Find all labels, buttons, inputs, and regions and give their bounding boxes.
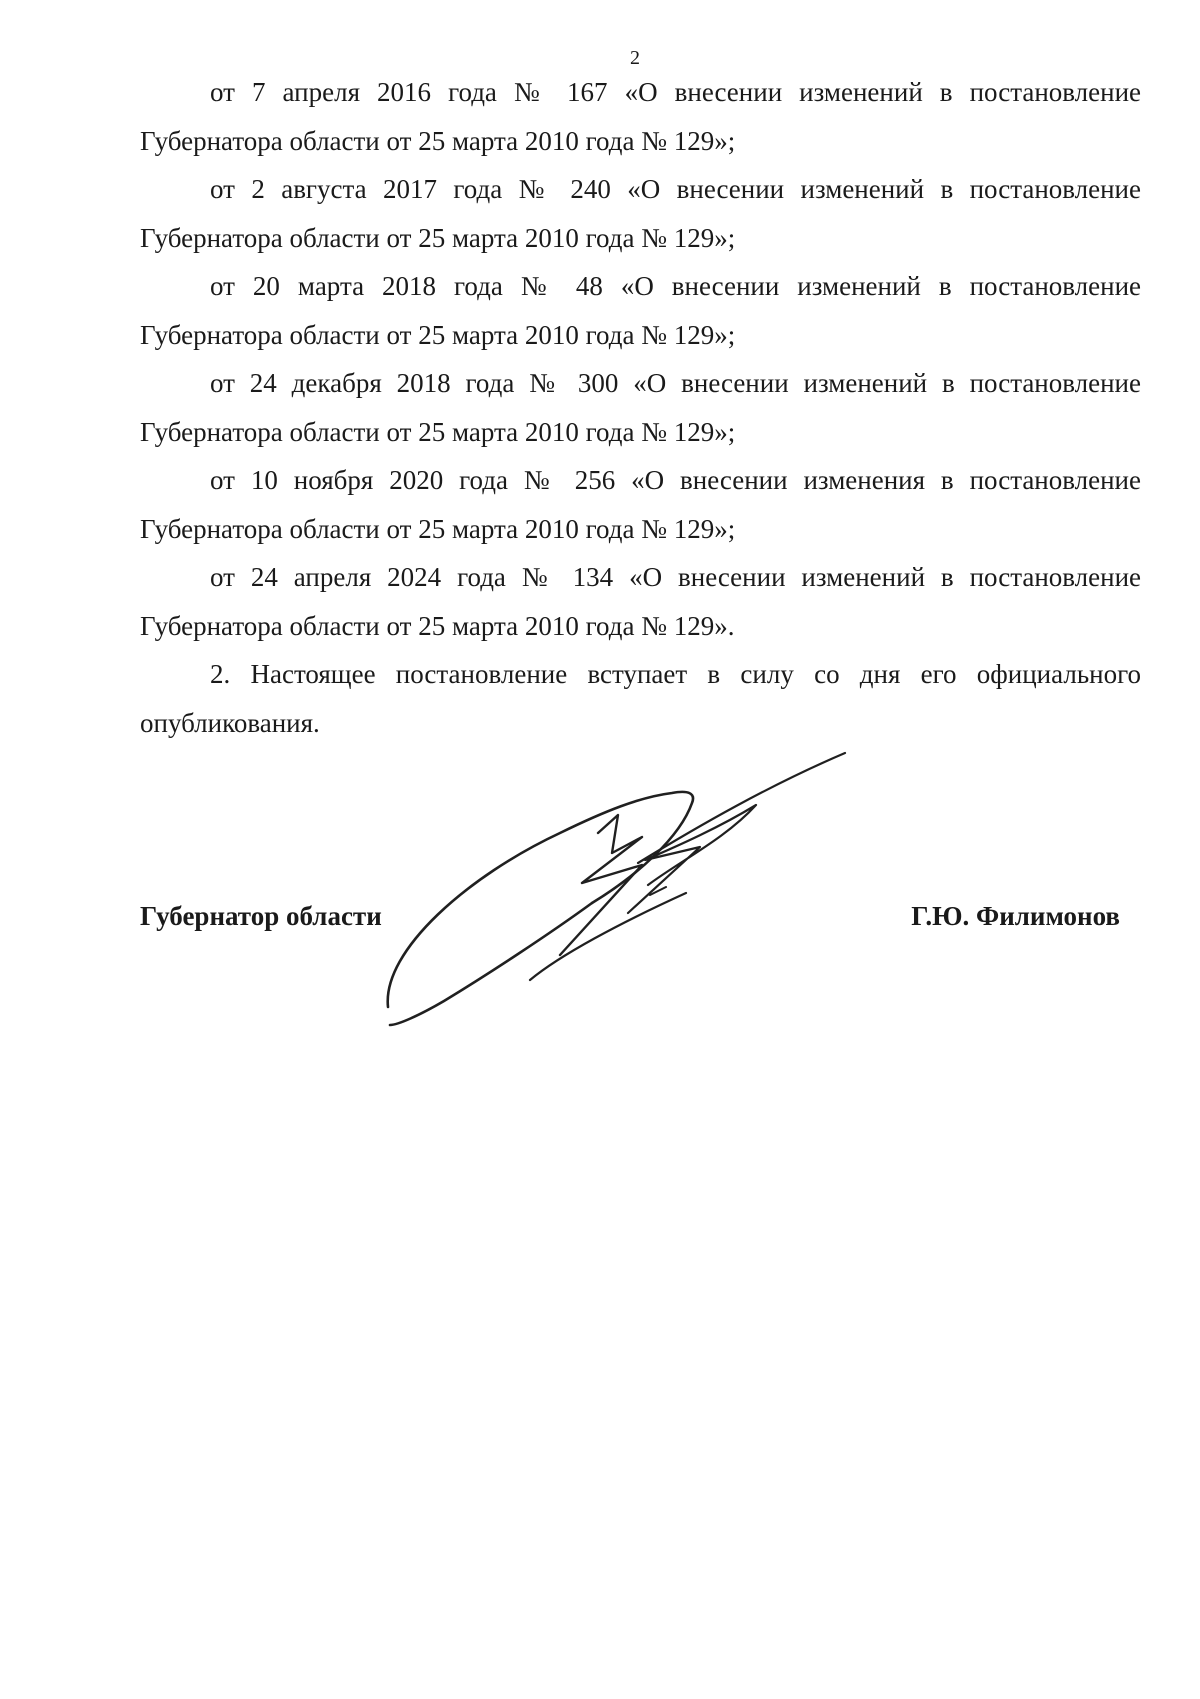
document-body	[140, 68, 1141, 747]
signature-loop-stroke	[388, 792, 693, 1007]
signer-position: Губернатор области	[140, 901, 382, 931]
signature-upper-sweep	[638, 753, 845, 863]
signer-name: Г.Ю. Филимонов	[911, 901, 1120, 931]
paragraph-amendment-2016: от 7 апреля 2016 года № 167 «О внесении изменений в постановление Губернатора области от 25 марта 2010 года № 129»;	[140, 77, 1141, 156]
paragraph-amendment-2024: от 24 апреля 2024 года № 134 «О внесении изменений в постановление Губернатора области от 25 марта 2010 года № 129».	[140, 562, 1141, 641]
signature-crossbar	[530, 893, 686, 980]
paragraph-amendment-2017: от 2 августа 2017 года № 240 «О внесении изменений в постановление Губернатора области от 25 марта 2010 года № 129»;	[140, 174, 1141, 253]
paragraph-effective-date: 2. Настоящее постановление вступает в силу со дня его официального опубликования.	[140, 659, 1141, 738]
paragraph-amendment-2018-march: от 20 марта 2018 года № 48 «О внесении изменений в постановление Губернатора области от 25 марта 2010 года № 129»;	[140, 271, 1141, 350]
handwritten-signature	[380, 745, 940, 1135]
signature-right-loop	[628, 805, 756, 913]
signature-lower-stroke	[390, 903, 592, 1025]
page-number: 2	[630, 47, 640, 69]
paragraph-amendment-2020: от 10 ноября 2020 года № 256 «О внесении изменения в постановление Губернатора области от 25 марта 2010 года № 129»;	[140, 465, 1141, 544]
paragraph-amendment-2018-december: от 24 декабря 2018 года № 300 «О внесении изменений в постановление Губернатора области от 25 марта 2010 года № 129»;	[140, 368, 1141, 447]
